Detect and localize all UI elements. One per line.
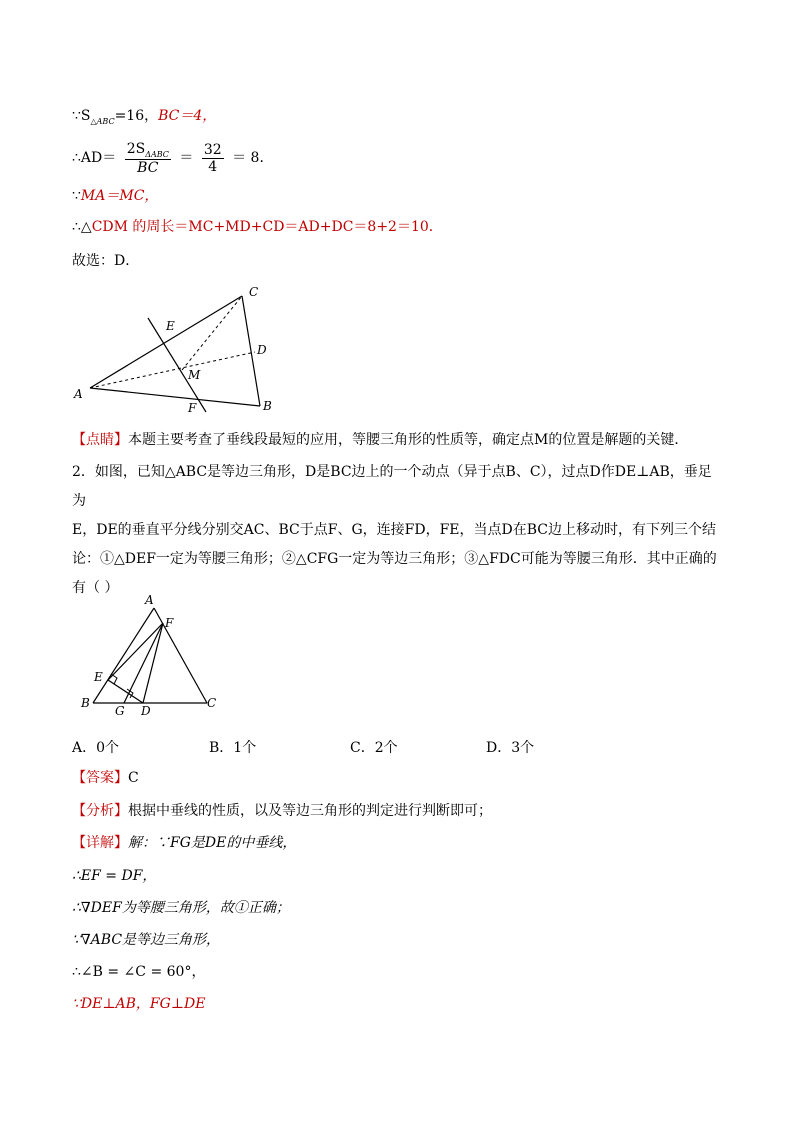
fig2-label-b: B (81, 696, 90, 710)
option-c: C．2个 (350, 740, 398, 756)
fig1-label-d: D (257, 343, 267, 357)
question-line-2: E，DE的垂直平分线分别交AC、BC于点F、G，连接FD，FE，当点D在BC边上移动时，有下列三个结 (72, 522, 716, 538)
answer-value: C (128, 770, 139, 786)
detail-text-6: ∵DE⊥AB，FG⊥DE (72, 996, 206, 1012)
ad-calculation-line (72, 140, 273, 176)
detail-text-5: ∴∠B = ∠C = 60°， (72, 964, 206, 980)
detail-tag: 【详解】 (72, 835, 128, 851)
fig2-side-ab (93, 608, 154, 703)
question-line-4: 有（ ） (72, 580, 119, 596)
ma-mc-line (72, 186, 158, 206)
ad-prefix: ∴AD＝ (72, 150, 117, 166)
question-line-3: 论：①△DEF一定为等腰三角形；②△CFG一定为等边三角形；③△FDC可能为等腰三角形．其中正确的 (72, 551, 717, 567)
fraction2-numerator: 32 (203, 141, 222, 158)
given-area-value: =16， (114, 108, 159, 124)
option-b: B．1个 (209, 740, 257, 756)
fig2-segment-fd (143, 623, 163, 703)
fig2-label-e: E (94, 670, 103, 684)
fig1-label-b: B (263, 399, 272, 413)
given-bc-value: BC＝4， (158, 108, 217, 124)
analysis-text: 根据中垂线的性质，以及等边三角形的判定进行判断即可； (128, 803, 492, 819)
option-d: D．3个 (486, 740, 535, 756)
fig2-label-f: F (165, 616, 174, 630)
question-2 (72, 458, 724, 603)
option-a: A．0个 (72, 740, 120, 756)
fig1-label-f: F (188, 401, 197, 415)
fig2-label-d: D (141, 704, 151, 715)
ma-equals-mc: MA＝MC， (80, 188, 159, 204)
fraction1-denominator: BC (137, 159, 159, 176)
perimeter-expression: CDM 的周长＝MC+MD+CD＝AD+DC＝8+2＝10． (91, 219, 443, 235)
equals-sign: ＝ (179, 150, 194, 166)
answer-tag: 【答案】 (72, 770, 128, 786)
detail-line-1 (72, 833, 296, 853)
perimeter-line (72, 217, 443, 237)
fig1-side-ab (90, 388, 260, 406)
fig1-label-e: E (166, 319, 175, 333)
note-line (72, 430, 688, 450)
note-text: 本题主要考查了垂线段最短的应用，等腰三角形的性质等，确定点M的位置是解题的关键． (128, 432, 689, 448)
given-area-subscript: △ABC (90, 117, 115, 126)
detail-text-1: 解：∵FG是DE的中垂线， (128, 835, 297, 851)
choice-line: 故选：D． (72, 253, 140, 269)
ad-result: ＝ 8． (232, 150, 274, 166)
figure-1-triangle (70, 280, 290, 420)
fraction-area-over-bc (125, 141, 171, 176)
fig2-label-a: A (145, 593, 154, 607)
fig1-label-a: A (74, 387, 83, 401)
question-line-1: 2．如图，已知△ABC是等边三角形，D是BC边上的一个动点（异于点B、C），过点D作DE⊥AB，垂足为 (72, 464, 712, 509)
fraction1-numerator: 2S (126, 140, 146, 157)
given-area-prefix: ∵S (72, 108, 91, 124)
note-tag: 【点睛】 (72, 432, 128, 448)
analysis-tag: 【分析】 (72, 803, 128, 819)
detail-text-2: ∴EF = DF， (72, 868, 157, 884)
fig1-side-ac (90, 296, 242, 388)
detail-text-3: ∴∇DEF为等腰三角形，故①正确； (72, 900, 290, 916)
fraction1-subscript: ΔABC (145, 149, 169, 159)
given-area-line (72, 106, 216, 128)
analysis-line (72, 801, 492, 821)
because-symbol: ∵ (72, 188, 81, 204)
fig1-label-c: C (249, 285, 259, 299)
figure-2-equilateral-triangle (75, 590, 225, 715)
fig2-label-c: C (207, 696, 217, 710)
fraction2-denominator: 4 (208, 158, 218, 175)
fig2-side-ac (154, 608, 207, 703)
answer-line (72, 768, 139, 788)
fig1-dashed-mc (182, 296, 242, 370)
fraction-32-over-4 (202, 142, 224, 175)
fig2-label-g: G (115, 704, 125, 715)
fig1-label-m: M (188, 368, 201, 382)
fig2-segment-fe (108, 623, 163, 680)
therefore-triangle: ∴△ (72, 219, 92, 235)
detail-text-4: ∵∇ABC是等边三角形， (72, 932, 221, 948)
